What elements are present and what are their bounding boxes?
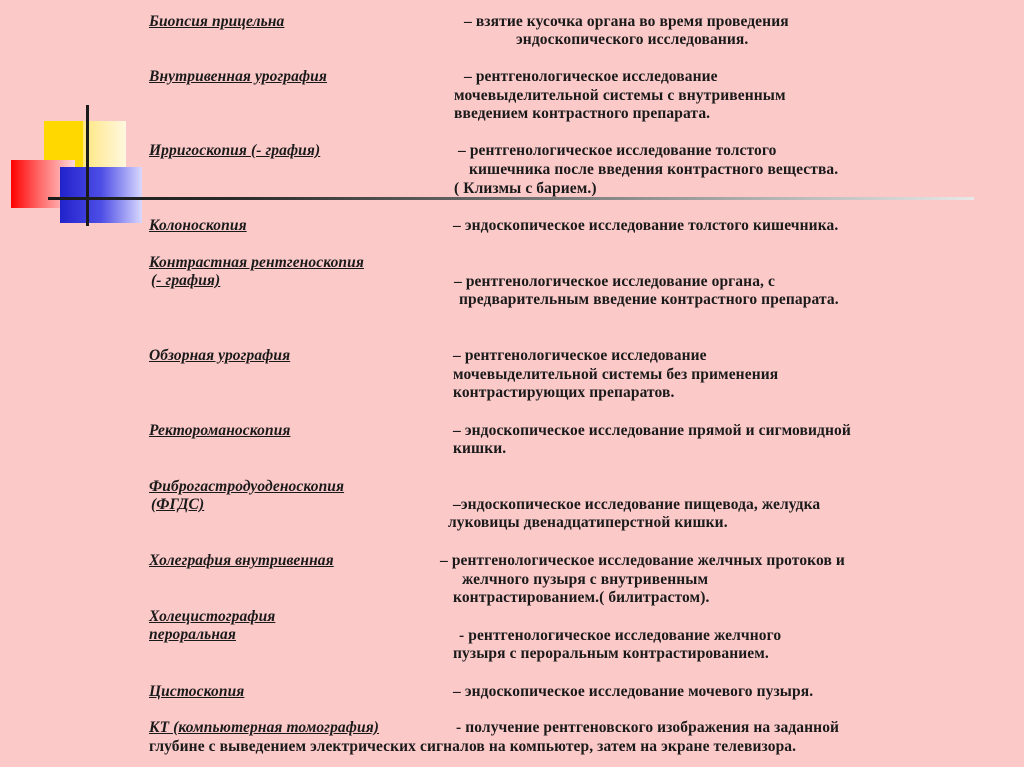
definition-iv-cholegraphy-line-2: желчного пузыря с внутривенным [462,571,709,588]
term-iv-urography: Внутривенная урография [149,68,327,85]
term-plain-urography: Обзорная урография [149,347,291,364]
definition-fgds-line-1: –эндоскопическое исследование пищевода, желудка [453,496,821,513]
definition-rectosigmoidoscopy-line-1: – эндоскопическое исследование прямой и сигмовидной [453,422,851,439]
definition-plain-urography-line-3: контрастирующих препаратов. [453,384,675,401]
term-contrast-fluoroscopy-line-2: (- графия) [151,272,221,289]
definition-irrigoscopy-line-3: ( Клизмы с барием.) [454,180,597,197]
term-rectosigmoidoscopy: Ректороманоскопия [149,422,291,439]
term-irrigoscopy: Ирригоскопия (- графия) [149,142,321,159]
definition-contrast-fluoroscopy-line-1: – рентгенологическое исследование органа, с [454,273,775,290]
definition-rectosigmoidoscopy-line-2: кишки. [453,440,507,457]
decor-vertical-line [86,105,89,226]
definition-cystoscopy: – эндоскопическое исследование мочевого пузыря. [453,683,814,700]
definition-iv-cholegraphy-line-3: контрастированием.( билитрастом). [453,589,710,606]
definition-iv-urography-line-3: введением контрастного препарата. [454,105,711,122]
definition-fgds-line-2: луковицы двенадцатиперстной кишки. [448,514,728,531]
definition-iv-cholegraphy-line-1: – рентгенологическое исследование желчных протоков и [440,552,845,569]
term-fgds-abbreviation: (ФГДС) [151,496,205,513]
term-iv-cholegraphy: Холеграфия внутривенная [149,552,334,569]
definition-colonoscopy: – эндоскопическое исследование толстого кишечника. [453,217,839,234]
definition-irrigoscopy-line-1: – рентгенологическое исследование толстого [458,142,777,159]
decor-blue-square [60,167,142,223]
term-oral-cholecystography-line-2: пероральная [149,626,236,643]
definition-plain-urography-line-2: мочевыделительной системы без применения [453,366,779,383]
definition-ct-line-1: - получение рентгеновского изображения на заданной [456,719,840,736]
term-ct: КТ (компьютерная томография) [149,719,380,736]
term-fgds: Фиброгастродуоденоскопия [149,478,345,495]
definition-oral-cholecystography-line-2: пузыря с пероральным контрастированием. [453,645,769,662]
definition-biopsy-line-1: – взятие кусочка органа во время проведения [464,13,789,30]
term-biopsy: Биопсия прицельна [149,13,285,30]
definition-iv-urography-line-1: – рентгенологическое исследование [464,68,718,85]
definition-oral-cholecystography-line-1: - рентгенологическое исследование желчного [459,627,782,644]
term-cystoscopy: Цистоскопия [149,683,245,700]
term-colonoscopy: Колоноскопия [149,217,247,234]
definition-plain-urography-line-1: – рентгенологическое исследование [453,347,707,364]
definition-contrast-fluoroscopy-line-2: предварительным введение контрастного препарата. [459,291,839,308]
term-oral-cholecystography: Холецистография [149,608,276,625]
term-contrast-fluoroscopy: Контрастная рентгеноскопия [149,254,364,271]
definition-biopsy-line-2: эндоскопического исследования. [516,31,749,48]
decor-horizontal-line [48,197,974,200]
definition-irrigoscopy-line-2: кишечника после введения контрастного вещества. [469,161,839,178]
definition-ct-line-2: глубине с выведением электрических сигналов на компьютер, затем на экране телевизора. [149,738,797,755]
definition-iv-urography-line-2: мочевыделительной системы с внутривенным [454,87,786,104]
